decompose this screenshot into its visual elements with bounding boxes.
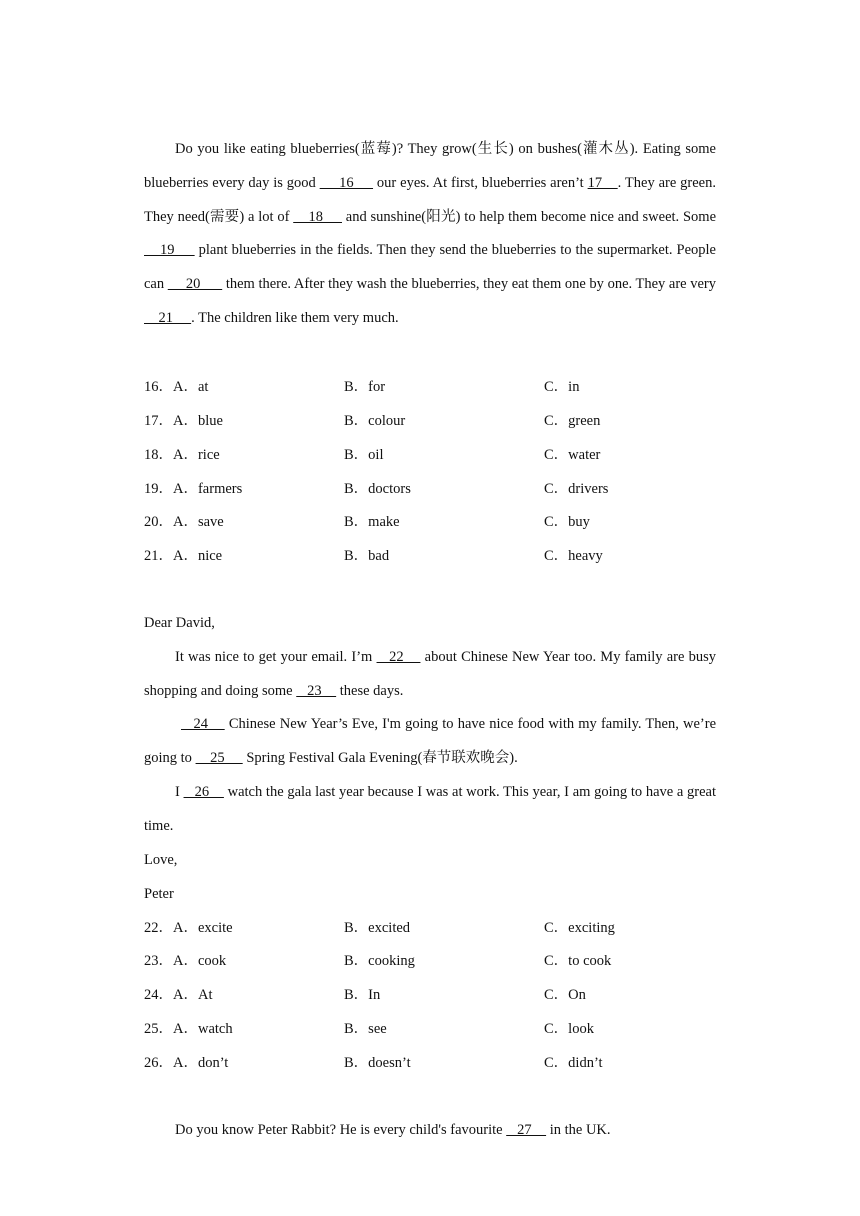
option-c[interactable]: C．didn’t <box>544 1055 603 1071</box>
option-b[interactable]: B．oil <box>344 447 384 463</box>
option-a[interactable]: 19．A．farmers <box>144 481 243 497</box>
option-b[interactable]: B．see <box>344 1021 387 1037</box>
option-c[interactable]: C．in <box>544 379 580 395</box>
passage-text: . The children like them very much. <box>191 309 399 326</box>
option-a[interactable]: 17．A．blue <box>144 413 223 429</box>
option-b[interactable]: B．In <box>344 987 381 1003</box>
option-b[interactable]: B．excited <box>344 920 411 936</box>
question-row <box>144 512 744 532</box>
blank-18[interactable]: 18 <box>293 208 342 225</box>
question-row <box>144 1053 744 1073</box>
blank-17[interactable]: 17 <box>587 174 618 191</box>
question-row <box>144 1019 744 1039</box>
option-a[interactable]: 16．A．at <box>144 379 209 395</box>
option-c[interactable]: C．On <box>544 987 586 1003</box>
question-row <box>144 479 744 499</box>
letter-text: watch the gala last year because I was at work. This year, I am going to have a great time. <box>144 784 716 834</box>
blank-26[interactable]: 26 <box>183 784 224 800</box>
question-row <box>144 918 744 938</box>
letter-paragraph-3 <box>144 776 716 844</box>
option-c[interactable]: C．buy <box>544 514 590 530</box>
passage-text: plant blueberries in the fields. Then they send the blueberries to the supermarket. People can <box>144 242 716 293</box>
option-c[interactable]: C．look <box>544 1021 594 1037</box>
letter-text: these days. <box>336 682 404 699</box>
option-c[interactable]: C．water <box>544 447 601 463</box>
passage-text: Do you know Peter Rabbit? He is every child's favourite <box>175 1122 507 1138</box>
letter-paragraph-1 <box>144 641 716 709</box>
question-row <box>144 445 744 465</box>
option-c[interactable]: C．heavy <box>544 548 603 564</box>
blank-23[interactable]: 23 <box>296 682 337 699</box>
passage-text: our eyes. At first, blueberries aren’t <box>373 174 588 191</box>
option-a[interactable]: 23．A．cook <box>144 953 227 969</box>
blank-24[interactable]: 24 <box>181 716 225 732</box>
option-a[interactable]: 22．A．excite <box>144 920 233 936</box>
passage-text: Do you like eating blueberries(蓝莓)? They grow(生长) on bushes(灌木丛). Eating some blueberries every day is good <box>144 141 716 191</box>
option-b[interactable]: B．cooking <box>344 953 415 969</box>
question-row <box>144 546 744 566</box>
blank-27[interactable]: 27 <box>506 1122 547 1138</box>
option-b[interactable]: B．colour <box>344 413 406 429</box>
option-a[interactable]: 26．A．don’t <box>144 1055 229 1071</box>
passage-peter-rabbit <box>144 1114 716 1148</box>
letter-closing: Love, <box>144 852 178 868</box>
letter-signature: Peter <box>144 886 174 902</box>
passage-text: . They are green. They need(需要) a lot of <box>144 174 716 225</box>
option-c[interactable]: C．green <box>544 413 601 429</box>
blank-22[interactable]: 22 <box>376 649 421 665</box>
letter-text: Chinese New Year’s Eve, I'm going to have nice food with my family. Then, we’re going to <box>144 716 716 766</box>
option-c[interactable]: C．to cook <box>544 953 612 969</box>
option-c[interactable]: C．exciting <box>544 920 615 936</box>
passage-text: and sunshine(阳光) to help them become nice and sweet. Some <box>341 208 717 225</box>
option-a[interactable]: 24．A．At <box>144 987 213 1003</box>
blank-21[interactable]: 21 <box>144 309 192 326</box>
option-b[interactable]: B．doesn’t <box>344 1055 411 1071</box>
question-row <box>144 411 744 431</box>
option-a[interactable]: 25．A．watch <box>144 1021 233 1037</box>
option-a[interactable]: 20．A．save <box>144 514 224 530</box>
passage-text: them there. After they wash the blueberries, they eat them one by one. They are very <box>222 276 717 293</box>
option-a[interactable]: 18．A．rice <box>144 447 220 463</box>
question-row <box>144 951 744 971</box>
option-b[interactable]: B．bad <box>344 548 390 564</box>
letter-text: about Chinese New Year too. My family are busy shopping and doing some <box>144 649 717 699</box>
letter-paragraph-2 <box>144 708 716 776</box>
option-c[interactable]: C．drivers <box>544 481 609 497</box>
letter-text: I <box>175 784 184 800</box>
question-row <box>144 377 744 397</box>
option-b[interactable]: B．for <box>344 379 386 395</box>
blank-20[interactable]: 20 <box>167 276 223 293</box>
passage-blueberries <box>144 133 716 336</box>
letter-text: Spring Festival Gala Evening(春节联欢晚会). <box>242 749 518 766</box>
letter-greeting: Dear David, <box>144 615 215 631</box>
option-b[interactable]: B．doctors <box>344 481 411 497</box>
passage-text: in the UK. <box>546 1122 611 1138</box>
question-row <box>144 985 744 1005</box>
letter-text: It was nice to get your email. I’m <box>175 649 377 665</box>
option-b[interactable]: B．make <box>344 514 400 530</box>
blank-19[interactable]: 19 <box>144 242 195 259</box>
option-a[interactable]: 21．A．nice <box>144 548 223 564</box>
blank-25[interactable]: 25 <box>195 749 243 766</box>
blank-16[interactable]: 16 <box>319 174 374 191</box>
